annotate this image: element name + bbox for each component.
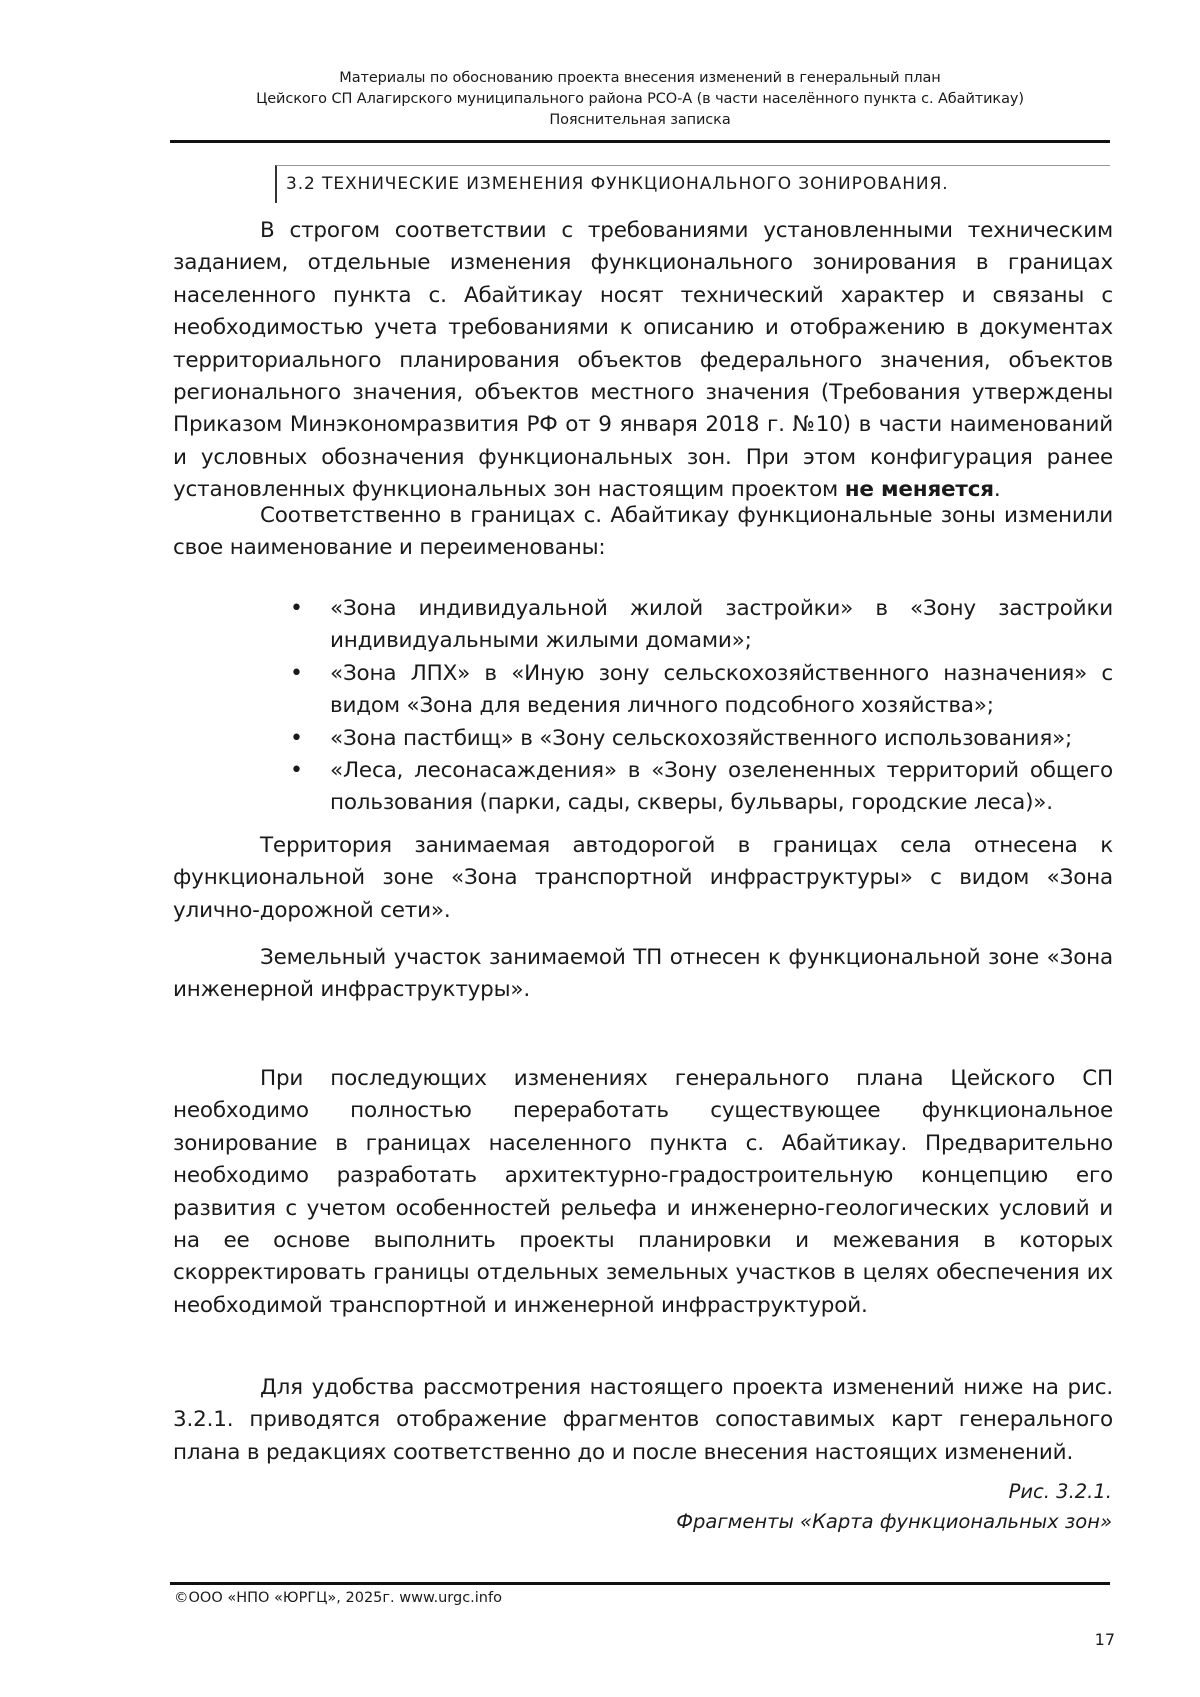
paragraph-4-text: Земельный участок занимаемой ТП отнесен к функциональной зоне «Зона инженерной инфраструктуры».: [173, 945, 1113, 1003]
figure-caption: [676, 1477, 1112, 1537]
paragraph-5-text: При последующих изменениях генерального плана Цейского СП необходимо полностью переработать существующее функциональное зонирование в границах населенного пункта с. Абайтикау. Предварительно необходимо разработать архитектурно-градостроительную концепцию его развития с учетом особенностей рельефа и инженерно-геологических условий и на ее основе выполнить проекты планировки и межевания в которых скорректировать границы отдельных земельных участков в целях обеспечения их необходимой транспортной и инженерной инфраструктурой.: [173, 1066, 1113, 1318]
paragraph-3-text: Территория занимаемая автодорогой в границах села отнесена к функциональной зоне «Зона транспортной инфраструктуры» с видом «Зона улично-дорожной сети».: [173, 833, 1113, 923]
header-line-1: Материалы по обоснованию проекта внесения изменений в генеральный план: [339, 70, 941, 86]
footer-copyright: ©ООО «НПО «ЮРГЦ», 2025г. www.urgc.info: [174, 1590, 502, 1606]
paragraph-6-text: Для удобства рассмотрения настоящего проекта изменений ниже на рис. 3.2.1. приводятся отображение фрагментов сопоставимых карт генерального плана в редакциях соответственно до и после внесения настоящих изменений.: [173, 1375, 1113, 1465]
paragraph-1-text: В строгом соответствии с требованиями установленными техническим заданием, отдельные изменения функционального зонирования в границах населенного пункта с. Абайтикау носят технический характер и связаны с необходимостью учета требованиями к описанию и отображению в документах территориального планирования объектов федерального значения, объектов регионального значения, объектов местного значения (Требования утверждены Приказом Минэкономразвития РФ от 9 января 2018 г. №10) в части наименований и условных обозначения функциональных зон. При этом конфигурация ранее установленных функциональных зон настоящим проектом: [173, 218, 1113, 503]
list-item-text: «Леса, лесонасаждения» в «Зону озелененных территорий общего пользования (парки, сады, скверы, бульвары, городские леса)».: [330, 758, 1113, 816]
bullet-icon: •: [290, 596, 303, 621]
page-number: 17: [1094, 1630, 1115, 1649]
footer-divider: [170, 1582, 1110, 1585]
paragraph-6: [173, 1372, 1113, 1469]
paragraph-2: [173, 500, 1113, 565]
document-header: [170, 68, 1110, 131]
paragraph-1-bold: не меняется: [844, 477, 994, 503]
paragraph-1-end: .: [993, 477, 1001, 503]
figure-caption-number: Рис. 3.2.1.: [1008, 1480, 1112, 1503]
list-item: [173, 723, 1113, 755]
paragraph-5: [173, 1063, 1113, 1322]
figure-caption-title: Фрагменты «Карта функциональных зон»: [676, 1510, 1112, 1533]
header-line-3: Пояснительная записка: [549, 112, 731, 128]
paragraph-3: [173, 830, 1113, 927]
header-line-2: Цейского СП Алагирского муниципального района РСО-А (в части населённого пункта с. Абайтикау): [256, 91, 1024, 107]
list-item: [173, 658, 1113, 723]
paragraph-4: [173, 942, 1113, 1007]
bullet-icon: •: [290, 660, 303, 686]
paragraph-2-text: Соответственно в границах с. Абайтикау функциональные зоны изменили свое наименование и переименованы:: [173, 503, 1113, 561]
bullet-icon: •: [290, 758, 303, 784]
list-item-text: «Зона ЛПХ» в «Иную зону сельскохозяйственного назначения» с видом «Зона для ведения личного подсобного хозяйства»;: [330, 660, 1113, 719]
list-item: [173, 593, 1113, 658]
header-divider: [170, 140, 1110, 143]
paragraph-1: [173, 215, 1113, 507]
bullet-list: [173, 593, 1113, 820]
list-item: [173, 755, 1113, 820]
bullet-icon: •: [290, 725, 303, 751]
list-item-text: «Зона индивидуальной жилой застройки» в «Зону застройки индивидуальными жилыми домами»;: [330, 596, 1113, 654]
list-item-text: «Зона пастбищ» в «Зону сельскохозяйственного использования»;: [330, 725, 1073, 751]
section-heading: 3.2 ТЕХНИЧЕСКИЕ ИЗМЕНЕНИЯ ФУНКЦИОНАЛЬНОГО ЗОНИРОВАНИЯ.: [275, 165, 1110, 203]
